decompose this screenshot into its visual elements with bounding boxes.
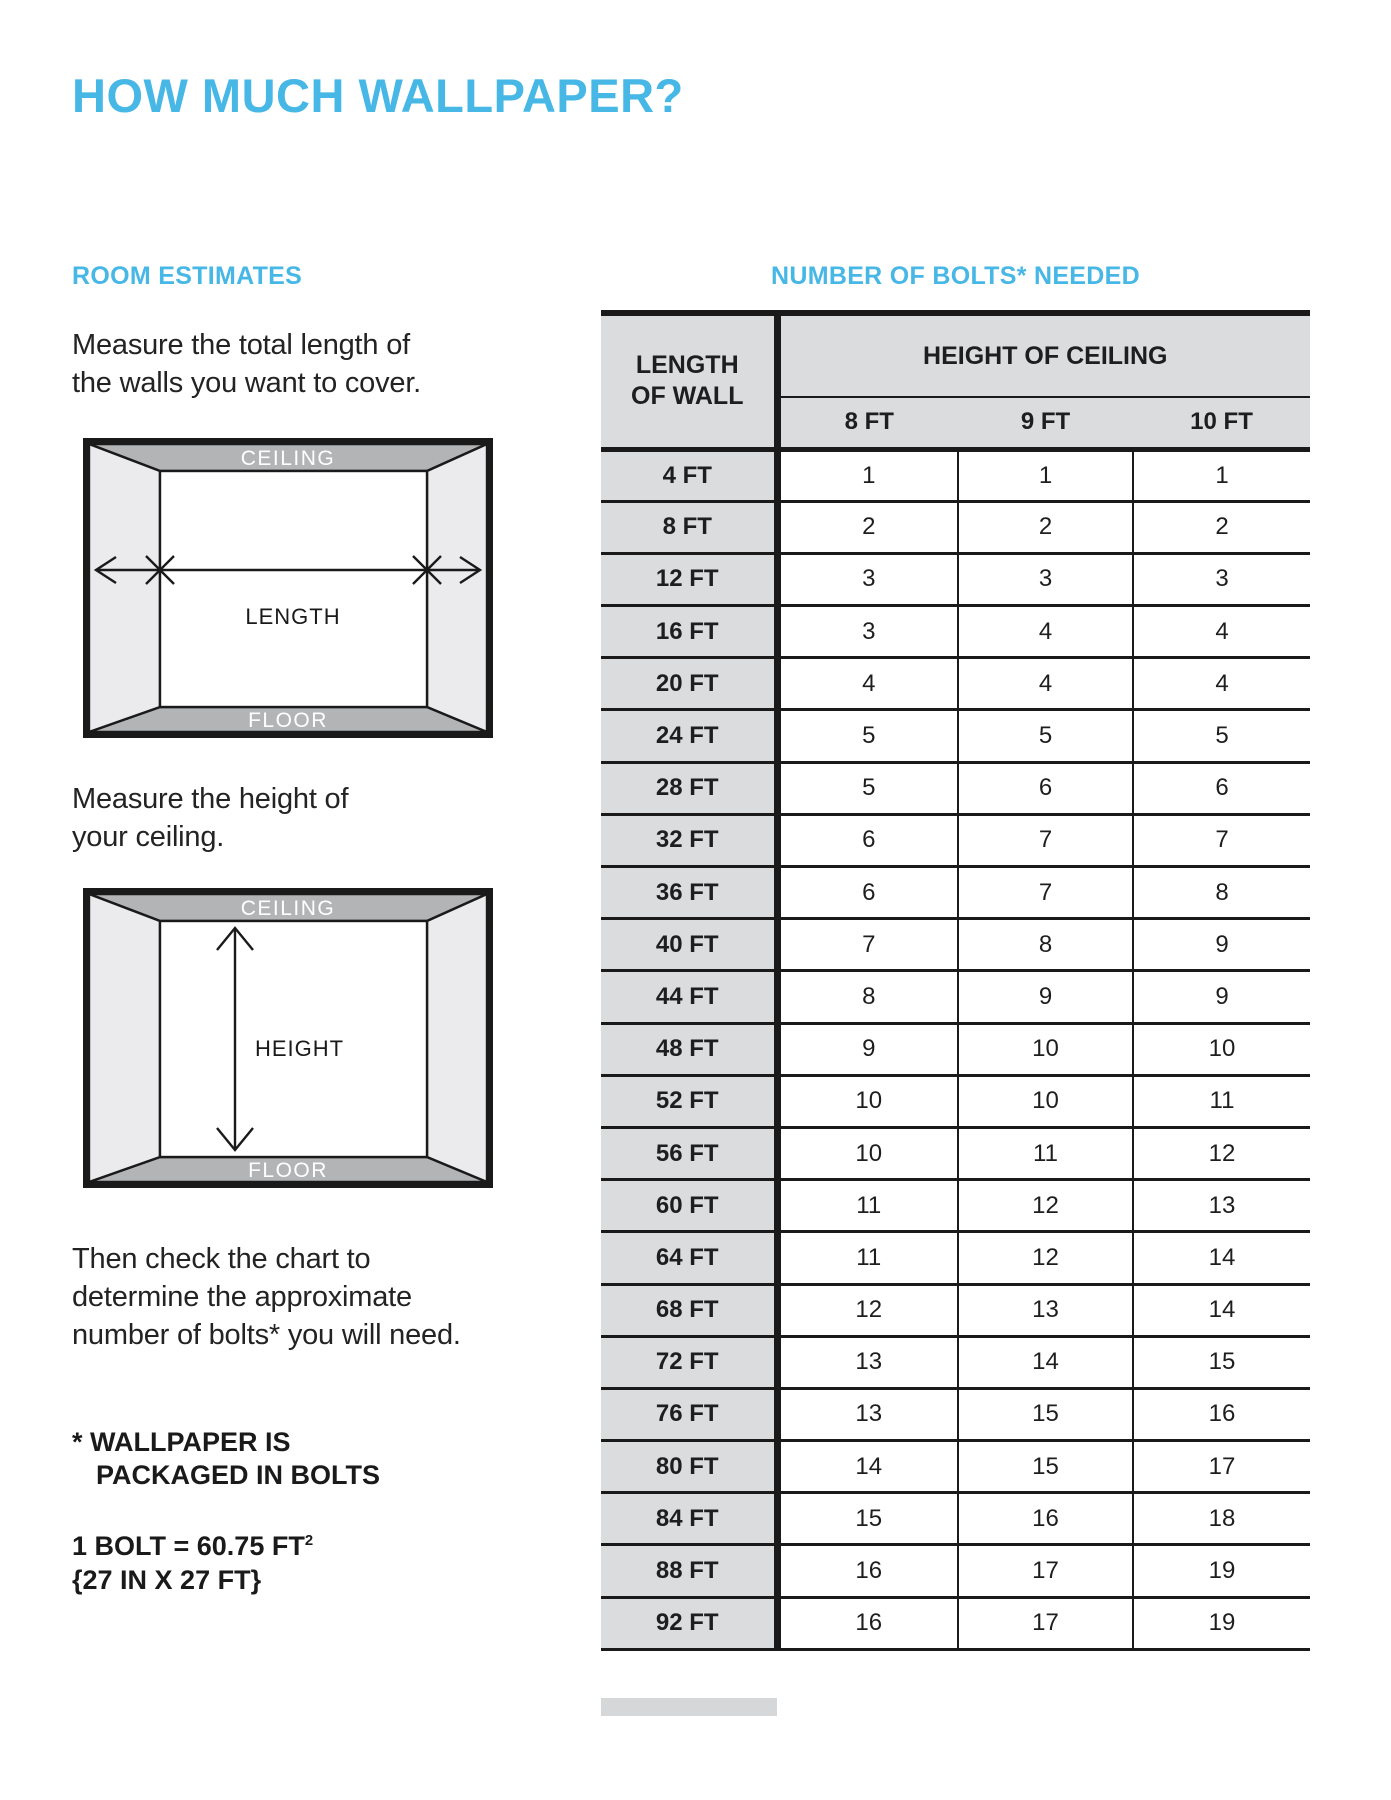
wall-length-label: 28 FT xyxy=(601,762,777,814)
wall-length-label: 56 FT xyxy=(601,1127,777,1179)
bolts-table-body xyxy=(601,449,1310,1649)
bolt-count-cell: 14 xyxy=(1133,1284,1310,1336)
bolt-count-cell: 10 xyxy=(958,1023,1133,1075)
bolt-count-cell: 14 xyxy=(1133,1232,1310,1284)
bolt-count-cell: 15 xyxy=(958,1388,1133,1440)
ceiling-label: CEILING xyxy=(240,447,336,470)
bolt-count-cell: 17 xyxy=(958,1545,1133,1597)
right-wall xyxy=(427,444,487,732)
bolt-count-cell: 1 xyxy=(777,449,958,501)
left-wall xyxy=(89,444,160,732)
wall-length-label: 4 FT xyxy=(601,449,777,501)
bolt-size-spec xyxy=(72,1524,313,1597)
bolt-count-cell: 10 xyxy=(777,1075,958,1127)
bolt-count-cell: 7 xyxy=(958,814,1133,866)
bolt-count-cell: 4 xyxy=(1133,606,1310,658)
back-wall xyxy=(160,471,427,707)
section-title-room-estimates: ROOM ESTIMATES xyxy=(72,262,303,290)
bolt-count-cell: 8 xyxy=(1133,867,1310,919)
floor-label: FLOOR xyxy=(248,709,328,732)
table-row xyxy=(601,1023,1310,1075)
instruction-line: the walls you want to cover. xyxy=(72,367,422,399)
bolt-count-cell: 5 xyxy=(958,710,1133,762)
footnote-line: PACKAGED IN BOLTS xyxy=(96,1460,381,1490)
bolt-count-cell: 5 xyxy=(1133,710,1310,762)
room-length-diagram xyxy=(83,438,493,738)
bolt-count-cell: 16 xyxy=(958,1493,1133,1545)
bolt-count-cell: 11 xyxy=(777,1232,958,1284)
bolt-count-cell: 3 xyxy=(1133,553,1310,605)
table-row xyxy=(601,1545,1310,1597)
table-row xyxy=(601,1336,1310,1388)
bolt-area-text: 1 BOLT = 60.75 FT xyxy=(72,1531,305,1561)
bolt-count-cell: 6 xyxy=(777,867,958,919)
length-of-wall-header xyxy=(601,313,777,449)
instruction-check-chart xyxy=(72,1240,461,1354)
wall-length-label: 52 FT xyxy=(601,1075,777,1127)
bolt-count-cell: 12 xyxy=(777,1284,958,1336)
wall-length-label: 36 FT xyxy=(601,867,777,919)
table-row xyxy=(601,1388,1310,1440)
bolt-count-cell: 16 xyxy=(777,1597,958,1649)
bolt-count-cell: 10 xyxy=(777,1127,958,1179)
bolt-count-cell: 4 xyxy=(958,606,1133,658)
instruction-measure-height xyxy=(72,780,348,856)
table-row xyxy=(601,449,1310,501)
height-label: HEIGHT xyxy=(255,1036,345,1061)
table-row xyxy=(601,1127,1310,1179)
bolt-count-cell: 1 xyxy=(958,449,1133,501)
instruction-line: Measure the total length of xyxy=(72,329,410,361)
wall-length-label: 20 FT xyxy=(601,658,777,710)
bolt-count-cell: 17 xyxy=(958,1597,1133,1649)
table-row xyxy=(601,919,1310,971)
wall-length-label: 72 FT xyxy=(601,1336,777,1388)
bolt-count-cell: 1 xyxy=(1133,449,1310,501)
table-header-row xyxy=(601,313,1310,397)
ceiling-label: CEILING xyxy=(240,897,336,920)
bolt-area-exponent: 2 xyxy=(304,1533,314,1549)
bolt-count-cell: 15 xyxy=(958,1441,1133,1493)
bolt-count-cell: 12 xyxy=(958,1180,1133,1232)
bolt-count-cell: 6 xyxy=(777,814,958,866)
bolt-size-line: {27 IN X 27 FT} xyxy=(72,1565,262,1595)
bolt-count-cell: 3 xyxy=(777,553,958,605)
bolt-count-cell: 4 xyxy=(777,658,958,710)
wall-length-label: 40 FT xyxy=(601,919,777,971)
bolts-needed-table xyxy=(601,310,1310,1651)
instruction-line: Measure the height of xyxy=(72,783,349,815)
instruction-line: Then check the chart to xyxy=(72,1243,371,1275)
bolt-count-cell: 16 xyxy=(777,1545,958,1597)
bolt-count-cell: 10 xyxy=(1133,1023,1310,1075)
table-row xyxy=(601,501,1310,553)
wall-length-label: 68 FT xyxy=(601,1284,777,1336)
table-row xyxy=(601,814,1310,866)
instruction-line: your ceiling. xyxy=(72,821,225,853)
table-row xyxy=(601,1597,1310,1649)
wall-length-label: 88 FT xyxy=(601,1545,777,1597)
bolt-count-cell: 9 xyxy=(1133,971,1310,1023)
left-wall xyxy=(89,894,160,1182)
table-row xyxy=(601,971,1310,1023)
header-line: OF WALL xyxy=(631,382,744,411)
wall-length-label: 76 FT xyxy=(601,1388,777,1440)
bolt-count-cell: 5 xyxy=(777,762,958,814)
wall-length-label: 32 FT xyxy=(601,814,777,866)
table-row xyxy=(601,1180,1310,1232)
wall-length-label: 8 FT xyxy=(601,501,777,553)
table-row xyxy=(601,658,1310,710)
bolt-count-cell: 6 xyxy=(958,762,1133,814)
right-wall xyxy=(427,894,487,1182)
bolt-count-cell: 11 xyxy=(958,1127,1133,1179)
table-row xyxy=(601,710,1310,762)
bolt-count-cell: 10 xyxy=(958,1075,1133,1127)
table-row xyxy=(601,1441,1310,1493)
bolt-count-cell: 7 xyxy=(777,919,958,971)
bolt-count-cell: 9 xyxy=(958,971,1133,1023)
wall-length-label: 92 FT xyxy=(601,1597,777,1649)
bolt-count-cell: 2 xyxy=(1133,501,1310,553)
bolt-count-cell: 4 xyxy=(1133,658,1310,710)
bolt-count-cell: 19 xyxy=(1133,1545,1310,1597)
bolt-count-cell: 14 xyxy=(777,1441,958,1493)
bolt-count-cell: 3 xyxy=(958,553,1133,605)
instruction-measure-length xyxy=(72,326,421,402)
header-line: LENGTH xyxy=(635,351,739,380)
wall-length-label: 64 FT xyxy=(601,1232,777,1284)
instruction-line: number of bolts* you will need. xyxy=(72,1319,461,1351)
wall-length-label: 60 FT xyxy=(601,1180,777,1232)
bolt-count-cell: 17 xyxy=(1133,1441,1310,1493)
page-title: HOW MUCH WALLPAPER? xyxy=(72,69,684,122)
table-row xyxy=(601,762,1310,814)
length-label: LENGTH xyxy=(245,604,341,629)
table-row xyxy=(601,1493,1310,1545)
footnote-line: * WALLPAPER IS xyxy=(72,1427,291,1457)
floor-label: FLOOR xyxy=(248,1159,328,1182)
table-row xyxy=(601,867,1310,919)
table-bottom-strip xyxy=(601,1698,777,1716)
bolt-count-cell: 2 xyxy=(777,501,958,553)
wall-length-label: 24 FT xyxy=(601,710,777,762)
table-row xyxy=(601,553,1310,605)
bolt-count-cell: 8 xyxy=(777,971,958,1023)
table-row xyxy=(601,1075,1310,1127)
bolt-count-cell: 11 xyxy=(777,1180,958,1232)
column-header-9ft: 9 FT xyxy=(958,397,1133,449)
bolt-count-cell: 19 xyxy=(1133,1597,1310,1649)
bolt-count-cell: 5 xyxy=(777,710,958,762)
bolt-count-cell: 13 xyxy=(777,1388,958,1440)
room-height-diagram xyxy=(83,888,493,1188)
bolt-count-cell: 15 xyxy=(1133,1336,1310,1388)
instruction-line: determine the approximate xyxy=(72,1281,412,1313)
bolt-count-cell: 16 xyxy=(1133,1388,1310,1440)
bolt-count-cell: 12 xyxy=(958,1232,1133,1284)
bolt-count-cell: 6 xyxy=(1133,762,1310,814)
section-title-bolts-needed: NUMBER OF BOLTS* NEEDED xyxy=(771,262,1140,290)
bolt-count-cell: 2 xyxy=(958,501,1133,553)
height-of-ceiling-header: HEIGHT OF CEILING xyxy=(777,313,1310,397)
bolt-count-cell: 4 xyxy=(958,658,1133,710)
wall-length-label: 84 FT xyxy=(601,1493,777,1545)
bolt-count-cell: 13 xyxy=(958,1284,1133,1336)
bolt-count-cell: 18 xyxy=(1133,1493,1310,1545)
wall-length-label: 12 FT xyxy=(601,553,777,605)
wallpaper-bolts-footnote xyxy=(72,1426,380,1492)
table-row xyxy=(601,1232,1310,1284)
bolt-count-cell: 15 xyxy=(777,1493,958,1545)
bolt-count-cell: 12 xyxy=(1133,1127,1310,1179)
bolt-size-line xyxy=(72,1524,313,1563)
wall-length-label: 48 FT xyxy=(601,1023,777,1075)
bolt-count-cell: 8 xyxy=(958,919,1133,971)
bolt-count-cell: 11 xyxy=(1133,1075,1310,1127)
table-row xyxy=(601,1284,1310,1336)
column-header-10ft: 10 FT xyxy=(1133,397,1310,449)
table-row xyxy=(601,606,1310,658)
column-header-8ft: 8 FT xyxy=(777,397,958,449)
bolt-count-cell: 13 xyxy=(777,1336,958,1388)
bolt-count-cell: 9 xyxy=(777,1023,958,1075)
bolt-count-cell: 3 xyxy=(777,606,958,658)
wall-length-label: 44 FT xyxy=(601,971,777,1023)
bolt-count-cell: 7 xyxy=(1133,814,1310,866)
bolt-count-cell: 13 xyxy=(1133,1180,1310,1232)
wall-length-label: 16 FT xyxy=(601,606,777,658)
bolt-count-cell: 14 xyxy=(958,1336,1133,1388)
bolt-count-cell: 7 xyxy=(958,867,1133,919)
wall-length-label: 80 FT xyxy=(601,1441,777,1493)
bolt-count-cell: 9 xyxy=(1133,919,1310,971)
